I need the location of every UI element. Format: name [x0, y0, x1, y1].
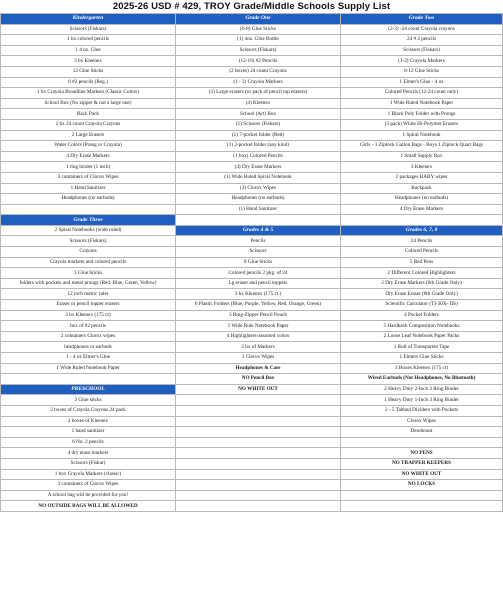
- table-cell: A school bag will be provided for you!: [1, 490, 176, 501]
- table-cell: [176, 416, 341, 427]
- supply-list-table: [0, 13, 503, 512]
- table-cell: 2 bx 24 count Crayola Crayons: [1, 119, 176, 130]
- table-cell: 24 # 2 pencils: [341, 35, 503, 46]
- table-cell: 1 Elmer's Glue - 4 oz: [341, 77, 503, 88]
- table-cell: (1) 7-pocket folder (Red): [176, 130, 341, 141]
- table-cell: Headphones (no earbuds): [341, 194, 503, 205]
- table-row: [1, 88, 503, 99]
- header-grade-two: Grade Two: [341, 14, 503, 25]
- header-preschool: PRESCHOOL: [1, 384, 176, 395]
- header-kindergarten: Kindergarten: [1, 14, 176, 25]
- table-row: [1, 448, 503, 459]
- table-cell: [176, 437, 341, 448]
- table-cell: Clorox Wipes: [341, 416, 503, 427]
- table-row: [1, 66, 503, 77]
- table-cell: NO WHITE OUT: [341, 469, 503, 480]
- table-cell: (3 pack) White Hi-Polymer Erasers: [341, 119, 503, 130]
- table-cell: 1 4 oz. Glue: [1, 45, 176, 56]
- table-cell: 1 Wide Rule Notebook Paper: [176, 321, 341, 332]
- table-cell: NO LOCKS: [341, 480, 503, 491]
- table-row: [1, 98, 503, 109]
- table-cell: 2 packages BABY wipes: [341, 172, 503, 183]
- table-cell: Crayola markers and colored pencils: [1, 257, 176, 268]
- table-cell: Girls - 1 Ziplock Gallon Bags - Boys 1 Ziplock Quart Bags: [341, 141, 503, 152]
- table-cell: 2 Large Erasers: [1, 130, 176, 141]
- table-row: [1, 353, 503, 364]
- table-cell: 1 Hand Sanitizer: [1, 183, 176, 194]
- table-cell: 3 Kleenex: [341, 162, 503, 173]
- section-header-row: [1, 215, 503, 226]
- table-cell: Headphones (no earbuds): [176, 194, 341, 205]
- table-cell: 4 Highlighters-assorted colors: [176, 331, 341, 342]
- table-cell: 1 bx Crayola Broadline Markers (Classic Colors): [1, 88, 176, 99]
- table-cell: 2 Heavy Duty 2-Inch 3 Ring Binder: [341, 384, 503, 395]
- table-cell: Deodorant: [341, 427, 503, 438]
- table-row: [1, 374, 503, 385]
- table-row: [1, 247, 503, 258]
- table-cell: Headphones (no earbuds): [1, 194, 176, 205]
- table-cell: (1-2) Crayola Markers: [341, 56, 503, 67]
- table-row: [1, 268, 503, 279]
- table-cell: 1 bx colored pencils: [1, 35, 176, 46]
- table-cell: (4) Kleenex: [176, 98, 341, 109]
- table-cell: 2 Different Colored Highlighters: [341, 268, 503, 279]
- table-cell: 1 box Crayola Markers (classic): [1, 469, 176, 480]
- table-cell: 4 dry erase markers: [1, 448, 176, 459]
- table-row: [1, 119, 503, 130]
- table-cell: 2 Dry Erase Markers (6th Grade Only): [341, 278, 503, 289]
- table-cell: folders with pockets and metal prongs (Red, Blue, Green, Yellow): [1, 278, 176, 289]
- table-cell: 4 Dry Erase Markers: [1, 151, 176, 162]
- table-cell: 2 boxes of Crayola Crayons 24 pack: [1, 405, 176, 416]
- table-row: [1, 24, 503, 35]
- table-cell: Scientific Calculator (TI-30X- IIS): [341, 300, 503, 311]
- table-cell: (1) Wide Ruled Spiral Notebook: [176, 172, 341, 183]
- table-cell: (1) 4oz. Glue Bottle: [176, 35, 341, 46]
- table-cell: School Box (No zipper & not a large one): [1, 98, 176, 109]
- table-cell: Scissors (Fiskars): [341, 45, 503, 56]
- table-cell: Colored Pencils: [341, 247, 503, 258]
- table-cell: NO TRAPPER KEEPERS: [341, 458, 503, 469]
- table-row: [1, 77, 503, 88]
- table-row: [1, 331, 503, 342]
- table-cell: Scissors (Fiskar): [1, 458, 176, 469]
- table-cell: Wired Earbuds (Not Headphones, No Bluetooth): [341, 374, 503, 385]
- table-cell: headphones or earbuds: [1, 342, 176, 353]
- table-cell: [176, 405, 341, 416]
- table-row: [1, 225, 503, 236]
- header-grade-one: Grade One: [176, 14, 341, 25]
- table-row: [1, 416, 503, 427]
- table-cell: [1, 204, 176, 215]
- table-cell: NO WHITE OUT: [176, 384, 341, 395]
- table-cell: Pencils: [176, 236, 341, 247]
- table-cell: Scissors (Fiskars): [176, 45, 341, 56]
- table-cell: 1 Elmers Glue Sticks: [341, 353, 503, 364]
- table-cell: Scissors (Fiskars): [1, 24, 176, 35]
- header-grades-4-5: Grades 4 & 5: [176, 225, 341, 236]
- table-cell: 1 Wide Ruled Notebook Paper: [1, 363, 176, 374]
- table-cell: NO Pencil Box: [176, 374, 341, 385]
- table-row: [1, 321, 503, 332]
- table-cell: (3) Large erasers (or pack of pencil top erasers): [176, 88, 341, 99]
- table-row: [1, 437, 503, 448]
- table-cell: [341, 215, 503, 226]
- table-cell: [176, 490, 341, 501]
- table-cell: 6 #2 pencils (Reg.): [1, 77, 176, 88]
- table-cell: 1 hand sanitizer: [1, 427, 176, 438]
- table-row: [1, 172, 503, 183]
- table-row: [1, 141, 503, 152]
- table-cell: [176, 427, 341, 438]
- table-cell: (1 - 2) Crayola Markers: [176, 77, 341, 88]
- table-cell: 3 containers of Clorox Wipes: [1, 172, 176, 183]
- header-grades-6-7-8: Grades 6, 7, 8: [341, 225, 503, 236]
- table-cell: [341, 501, 503, 512]
- table-row: [1, 480, 503, 491]
- table-row: [1, 469, 503, 480]
- table-cell: Scissors (Fiskars): [1, 236, 176, 247]
- table-cell: 1 Wide Ruled Notebook Paper: [341, 98, 503, 109]
- table-row: [1, 257, 503, 268]
- table-cell: 1 Heavy Duty 1-Inch 3 Ring Binder: [341, 395, 503, 406]
- table-cell: (3) Clorox Wipes: [176, 183, 341, 194]
- table-cell: 3 bx Kleenex: [1, 56, 176, 67]
- table-cell: NO OUTSIDE BAGS WILL BE ALLOWED: [1, 501, 176, 512]
- table-cell: (1) 2-pocket folder (any kind): [176, 141, 341, 152]
- table-cell: Colored pencils 2 pkg. of 24: [176, 268, 341, 279]
- table-row: [1, 35, 503, 46]
- table-cell: [176, 480, 341, 491]
- table-row: [1, 56, 503, 67]
- table-row: [1, 300, 503, 311]
- table-cell: (1) Hand Sanitizer: [176, 204, 341, 215]
- table-row: [1, 109, 503, 120]
- table-row: [1, 427, 503, 438]
- table-cell: 1 Black Poly Folder with Prongs: [341, 109, 503, 120]
- table-cell: 5 Hardback Composition Notebooks: [341, 321, 503, 332]
- table-row: [1, 395, 503, 406]
- table-cell: 6 No. 2 pencils: [1, 437, 176, 448]
- table-cell: Colored Pencils (12-24 count only): [341, 88, 503, 99]
- table-cell: Lg eraser and pencil toppers: [176, 278, 341, 289]
- section-header-row: [1, 384, 503, 395]
- table-cell: (2-3) -24 count Crayola crayons: [341, 24, 503, 35]
- table-row: [1, 183, 503, 194]
- table-cell: [176, 395, 341, 406]
- table-row: [1, 342, 503, 353]
- table-cell: 2 Spiral Notebooks (wide ruled): [1, 225, 176, 236]
- table-cell: 8-12 Glue Sticks: [341, 66, 503, 77]
- table-cell: [341, 437, 503, 448]
- table-cell: 2 - 5 Tabbed Dividers with Pockets: [341, 405, 503, 416]
- table-cell: [176, 469, 341, 480]
- table-row: [1, 162, 503, 173]
- table-cell: 3 containers of Clorox Wipes: [1, 480, 176, 491]
- table-cell: 2 bx of Markers: [176, 342, 341, 353]
- table-cell: (1) Scissors (Fiskars): [176, 119, 341, 130]
- table-cell: (1 box) Colored Pencils: [176, 151, 341, 162]
- table-cell: 1 ring binder (1 inch): [1, 162, 176, 173]
- table-cell: Back Pack: [1, 109, 176, 120]
- table-row: [1, 151, 503, 162]
- table-cell: 1 Spiral Notebook: [341, 130, 503, 141]
- table-cell: 6 Plastic Folders (Blue, Purple, Yellow, Red, Orange, Green): [176, 300, 341, 311]
- table-cell: 8 Glue Sticks: [176, 257, 341, 268]
- table-row: [1, 194, 503, 205]
- table-row: [1, 130, 503, 141]
- table-cell: [176, 448, 341, 459]
- table-row: [1, 289, 503, 300]
- table-row: [1, 501, 503, 512]
- table-row: [1, 458, 503, 469]
- table-cell: 4 Pocket Folders: [341, 310, 503, 321]
- table-cell: 3 Boxes Kleenex (175 ct): [341, 363, 503, 374]
- table-cell: 1 Small Supply Box: [341, 151, 503, 162]
- table-cell: 12 inch metric ruler: [1, 289, 176, 300]
- table-cell: 2 boxes of Kleenex: [1, 416, 176, 427]
- table-cell: 3 Glue sticks: [1, 395, 176, 406]
- table-row: [1, 310, 503, 321]
- table-cell: Backpack: [341, 183, 503, 194]
- table-cell: 2 Loose Leaf Notebook Paper Packs: [341, 331, 503, 342]
- page-title: 2025-26 USD # 429, TROY Grade/Middle Schools Supply List: [112, 1, 391, 12]
- table-cell: 24 Pencils: [341, 236, 503, 247]
- table-row: [1, 278, 503, 289]
- header-grade-three: Grade Three: [1, 215, 176, 226]
- table-cell: (2 boxes) 24 count Crayons: [176, 66, 341, 77]
- section-header-row: [1, 14, 503, 25]
- table-cell: (6-8) Glue Sticks: [176, 24, 341, 35]
- table-row: [1, 45, 503, 56]
- table-cell: NO PENS: [341, 448, 503, 459]
- table-cell: 1 - 4 oz Elmer's Glue: [1, 353, 176, 364]
- table-cell: Water Colors (Prang or Crayola): [1, 141, 176, 152]
- table-cell: 3 Ring-Zipper Pencil Pouch: [176, 310, 341, 321]
- table-cell: 3 Glue Sticks: [1, 268, 176, 279]
- table-cell: (12-16) #2 Pencils: [176, 56, 341, 67]
- table-cell: [176, 458, 341, 469]
- table-cell: Dry Erase Eraser (6th Grade Only): [341, 289, 503, 300]
- table-cell: 2 containers Clorox wipes: [1, 331, 176, 342]
- table-cell: 12 Glue Sticks: [1, 66, 176, 77]
- table-cell: Scissors: [176, 247, 341, 258]
- table-cell: box of #2 pencils: [1, 321, 176, 332]
- table-row: [1, 405, 503, 416]
- table-row: [1, 236, 503, 247]
- table-cell: 1 Clorox Wipes: [176, 353, 341, 364]
- table-cell: [341, 490, 503, 501]
- table-cell: 3 bx Kleenex (175 ct): [1, 310, 176, 321]
- table-row: [1, 363, 503, 374]
- table-cell: 1 Roll of Transparent Tape: [341, 342, 503, 353]
- table-cell: [176, 501, 341, 512]
- table-cell: (4) Dry Erase Markers: [176, 162, 341, 173]
- table-cell: School (Art) Box: [176, 109, 341, 120]
- table-cell: [176, 215, 341, 226]
- table-row: [1, 204, 503, 215]
- table-cell: [1, 374, 176, 385]
- table-cell: 3 bx Kleenex (175 ct.): [176, 289, 341, 300]
- table-cell: Headphones & Case: [176, 363, 341, 374]
- table-cell: Eraser or pencil topper erasers: [1, 300, 176, 311]
- table-cell: 5 Red Pens: [341, 257, 503, 268]
- table-cell: Crayons: [1, 247, 176, 258]
- table-cell: 4 Dry Erase Markers: [341, 204, 503, 215]
- table-row: [1, 490, 503, 501]
